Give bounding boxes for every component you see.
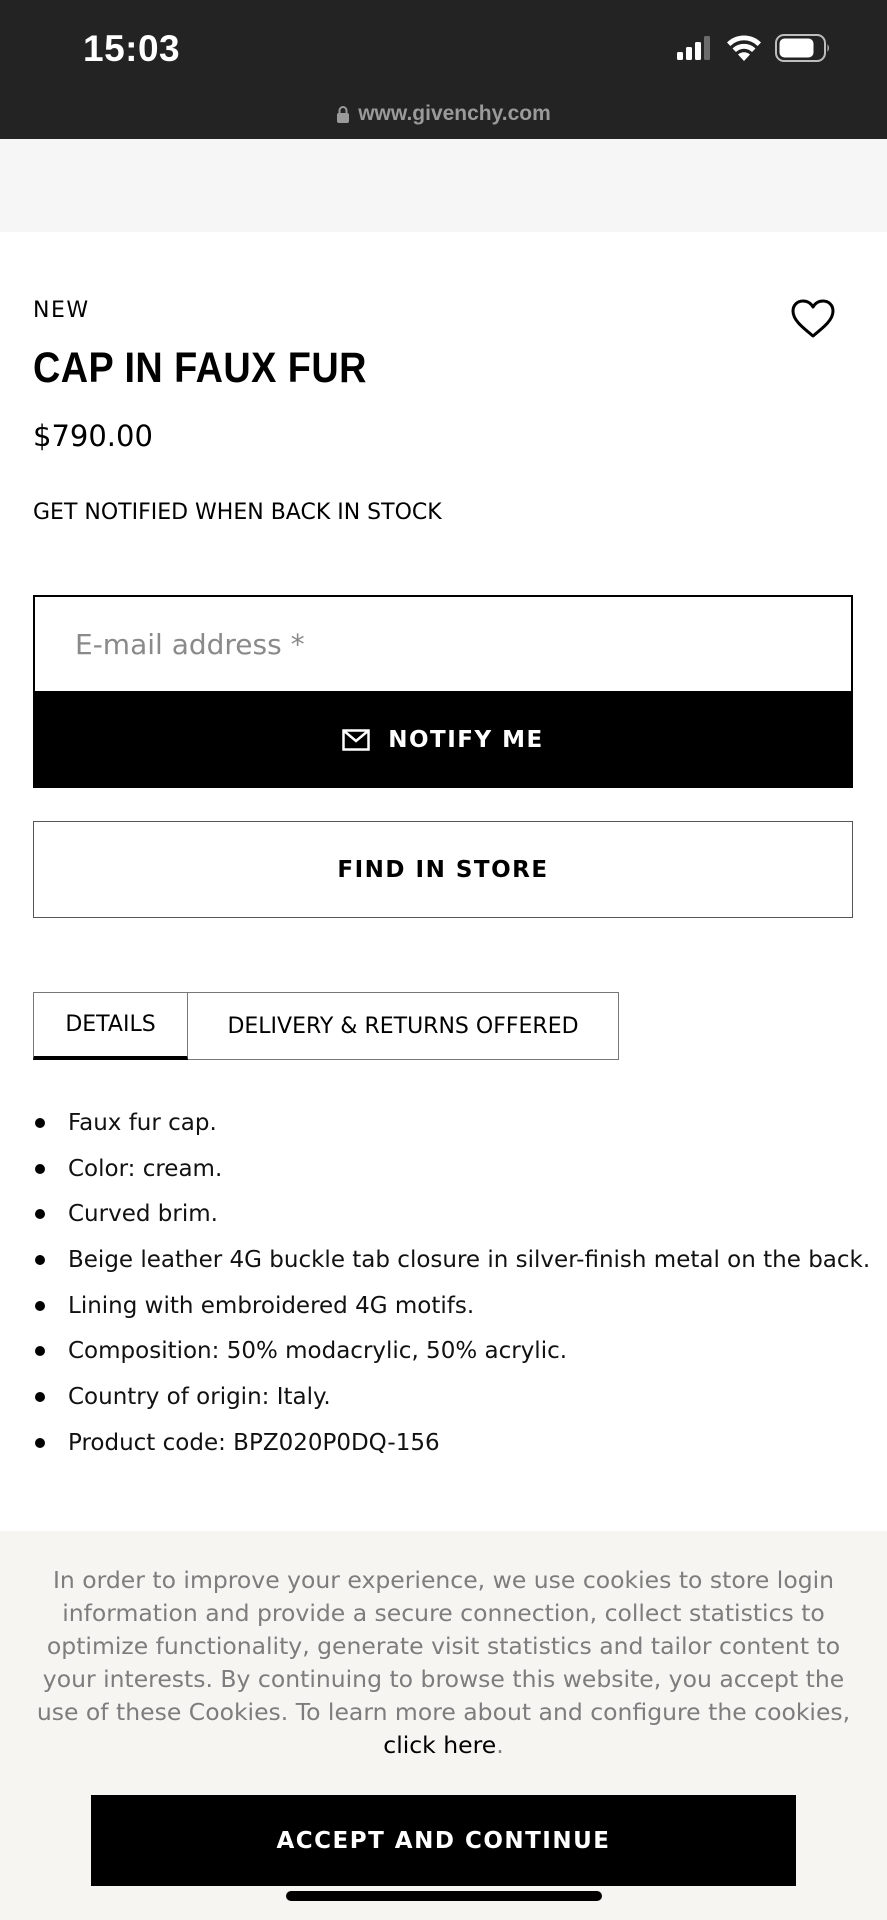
cookie-body: In order to improve your experience, we use cookies to store login information and provide a secure connection, collect statistics to optimize functionality, generate visit statistics and tailor content to your interests. By continuing to browse this website, you accept the use of these Cookies. To learn more about and configure the cookies, <box>36 1566 851 1726</box>
bullet-icon <box>35 1118 45 1128</box>
list-item-text: Beige leather 4G buckle tab closure in silver-finish metal on the back. <box>68 1246 871 1273</box>
url-bar[interactable] <box>0 102 887 126</box>
status-bar <box>0 0 887 139</box>
list-item <box>33 1100 870 1146</box>
list-item <box>33 1374 870 1420</box>
bullet-icon <box>35 1255 45 1265</box>
list-item <box>33 1191 870 1237</box>
new-badge: NEW <box>33 298 90 323</box>
accept-label: ACCEPT AND CONTINUE <box>276 1827 611 1854</box>
product-title: CAP IN FAUX FUR <box>33 344 367 392</box>
list-item-text: Curved brim. <box>68 1201 218 1228</box>
wifi-icon <box>727 35 761 61</box>
email-field[interactable] <box>35 597 851 692</box>
notify-me-label: NOTIFY ME <box>388 726 544 753</box>
bullet-icon <box>35 1438 45 1448</box>
list-item-text: Color: cream. <box>68 1155 223 1182</box>
status-time: 15:03 <box>83 28 181 69</box>
bullet-icon <box>35 1301 45 1311</box>
bullet-icon <box>35 1164 45 1174</box>
find-in-store-button[interactable] <box>33 821 853 918</box>
notify-heading: GET NOTIFIED WHEN BACK IN STOCK <box>33 500 442 525</box>
product-tabs <box>33 992 619 1060</box>
cookie-text <box>28 1564 859 1762</box>
list-item-text: Faux fur cap. <box>68 1109 217 1136</box>
bullet-icon <box>35 1209 45 1219</box>
cookie-banner <box>0 1531 887 1920</box>
list-item-text: Lining with embroidered 4G motifs. <box>68 1292 475 1319</box>
signal-bars-icon <box>677 36 713 60</box>
heart-icon[interactable] <box>790 298 836 340</box>
bullet-icon <box>35 1392 45 1402</box>
battery-icon <box>775 34 831 62</box>
find-in-store-label: FIND IN STORE <box>337 856 549 883</box>
list-item <box>33 1420 870 1466</box>
email-field-wrapper <box>33 595 853 692</box>
lock-icon <box>336 105 350 123</box>
cookie-settings-link[interactable]: click here <box>383 1731 497 1759</box>
product-price: $790.00 <box>33 419 153 453</box>
list-item-text: Country of origin: Italy. <box>68 1383 331 1410</box>
header-placeholder <box>0 139 887 232</box>
list-item-text: Composition: 50% modacrylic, 50% acrylic. <box>68 1338 568 1365</box>
list-item <box>33 1237 870 1283</box>
envelope-icon <box>342 729 370 751</box>
bullet-icon <box>35 1346 45 1356</box>
list-item <box>33 1328 870 1374</box>
list-item <box>33 1146 870 1192</box>
tab-delivery-returns[interactable] <box>188 992 619 1060</box>
cookie-end-punct: . <box>496 1731 504 1759</box>
notify-me-button[interactable] <box>33 691 853 788</box>
accept-and-continue-button[interactable] <box>91 1795 796 1886</box>
status-icons <box>677 34 831 62</box>
url-text: www.givenchy.com <box>358 102 551 125</box>
tab-details[interactable] <box>33 992 188 1060</box>
tab-details-label: DETAILS <box>65 1012 156 1037</box>
tab-delivery-label: DELIVERY & RETURNS OFFERED <box>227 1013 579 1039</box>
list-item <box>33 1283 870 1329</box>
list-item-text: Product code: BPZ020P0DQ-156 <box>68 1429 440 1456</box>
home-indicator[interactable] <box>286 1891 602 1901</box>
details-list <box>33 1100 870 1466</box>
